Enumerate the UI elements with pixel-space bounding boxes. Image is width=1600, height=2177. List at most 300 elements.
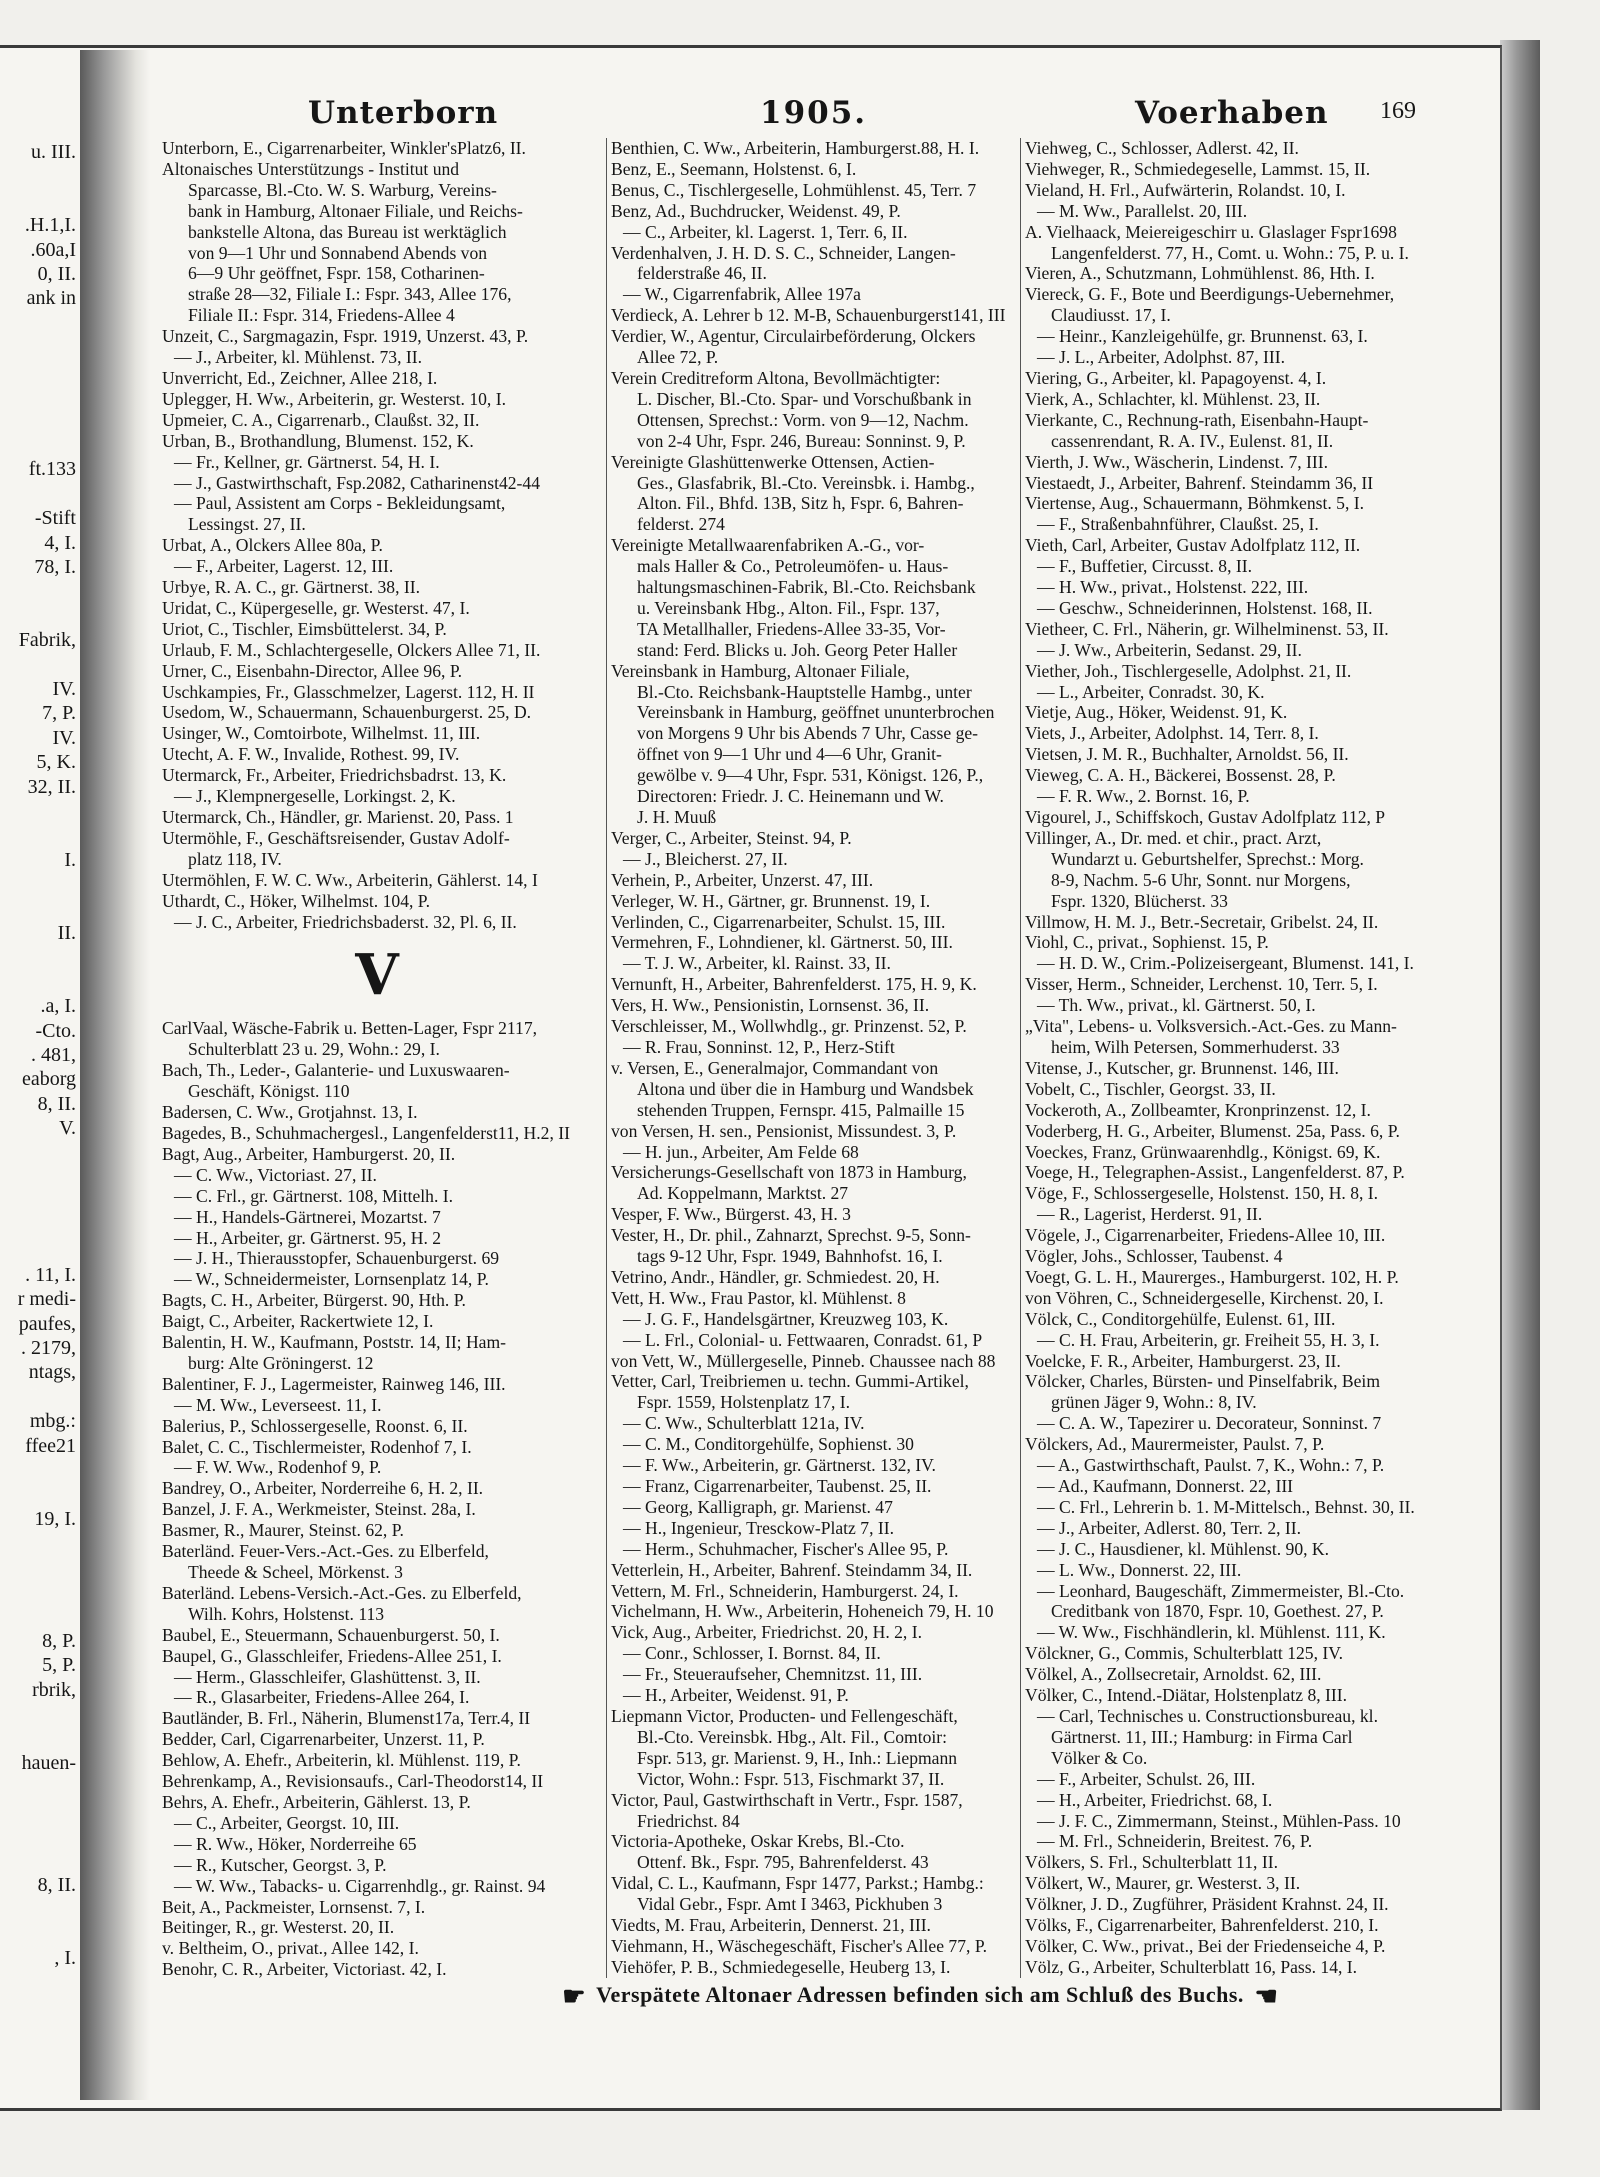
directory-entry-line: — J. Ww., Arbeiterin, Sedanst. 29, II.: [1037, 639, 1302, 660]
directory-entry-line: — R., Glasarbeiter, Friedens-Allee 264, I.: [174, 1687, 470, 1708]
gutter-fragment: rbrik,: [32, 1678, 76, 1701]
directory-entry-line: Völker, C. Ww., privat., Bei der Friedenseiche 4, P.: [1025, 1935, 1386, 1956]
gutter-fragment: 8, II.: [37, 1873, 76, 1896]
directory-entry-line: heim, Wilh Petersen, Sommerhuderst. 33: [1051, 1036, 1340, 1057]
gutter-fragment: [0, 1141, 80, 1165]
directory-entry-line: Viertense, Aug., Schauermann, Böhmkenst. 5, I.: [1025, 493, 1365, 514]
directory-entry-line: Behrenkamp, A., Revisionsaufs., Carl-Theodorst14, II: [162, 1771, 544, 1792]
directory-entry-line: — W. Ww., Tabacks- u. Cigarrenhdlg., gr. Rainst. 94: [174, 1875, 546, 1896]
directory-entry-line: — R., Kutscher, Georgst. 3, P.: [174, 1854, 387, 1875]
pointing-hand-icon: ☛: [1253, 1982, 1278, 2011]
directory-entry-line: Lessingst. 27, II.: [188, 514, 306, 535]
header-last-name: Voerhaben: [1135, 95, 1329, 131]
directory-entry-line: Vettern, M. Frl., Schneiderin, Hamburgerst. 24, I.: [611, 1580, 959, 1601]
directory-entry-line: — H. Ww., privat., Holstenst. 222, III.: [1037, 577, 1309, 598]
gutter-fragment: hauen-: [21, 1751, 76, 1774]
directory-entry-line: — J. L., Arbeiter, Adolphst. 87, III.: [1037, 347, 1286, 368]
gutter-fragment: [0, 311, 80, 335]
directory-entry-line: Viehweger, R., Schmiedegeselle, Lammst. 15, II.: [1025, 158, 1371, 179]
directory-entry-line: Bautländer, B. Frl., Näherin, Blumenst17a, Terr.4, II: [162, 1708, 531, 1729]
directory-entry-line: Upmeier, C. A., Cigarrenarb., Claußst. 32, II.: [162, 409, 480, 430]
directory-entry-line: Vöge, F., Schlossergeselle, Holstenst. 150, H. 8, I.: [1025, 1183, 1379, 1204]
directory-entry-line: Versicherungs-Gesellschaft von 1873 in Hamburg,: [611, 1162, 967, 1183]
gutter-fragment: . 2179,: [21, 1336, 76, 1359]
directory-entry-line: Baupel, G., Glasschleifer, Friedens-Allee 251, I.: [162, 1645, 502, 1666]
directory-entry-line: — J. G. F., Handelsgärtner, Kreuzweg 103, K.: [623, 1308, 949, 1329]
directory-entry-line: Victor, Paul, Gastwirthschaft in Vertr., Fspr. 1587,: [611, 1789, 963, 1810]
gutter-fragment: IV.: [52, 677, 76, 700]
directory-entry-line: von Morgens 9 Uhr bis Abends 7 Uhr, Casse ge-: [637, 723, 979, 744]
gutter-fragment: [0, 1214, 80, 1238]
directory-entry-line: — M. Frl., Schneiderin, Breitest. 76, P.: [1037, 1831, 1313, 1852]
gutter-fragment: 78, I.: [34, 555, 76, 578]
directory-entry-line: — H. jun., Arbeiter, Am Felde 68: [623, 1141, 859, 1162]
directory-entry-line: Filiale II.: Fspr. 314, Friedens-Allee 4: [188, 305, 455, 326]
footer-text: Verspätete Altonaer Adressen befinden sich am Schluß des Buchs.: [596, 1982, 1244, 2008]
directory-entry-line: Vögele, J., Cigarrenarbeiter, Friedens-Allee 10, III.: [1025, 1225, 1386, 1246]
directory-entry-line: — M. Ww., Leverseest. 11, I.: [174, 1394, 382, 1415]
directory-entry-line: Völkert, W., Maurer, gr. Westerst. 3, II.: [1025, 1873, 1301, 1894]
directory-entry-line: Bagts, C. H., Arbeiter, Bürgerst. 90, Hth. P.: [162, 1290, 466, 1311]
directory-entry-line: Bagedes, B., Schuhmachergesl., Langenfelderst11, H.2, II: [162, 1122, 570, 1143]
directory-column-1: [162, 138, 592, 1978]
directory-entry-line: Urbye, R. A. C., gr. Gärtnerst. 38, II.: [162, 577, 421, 598]
directory-entry-line: Völkner, J. D., Zugführer, Präsident Krahnst. 24, II.: [1025, 1894, 1389, 1915]
gutter-fragment: . 11, I.: [25, 1263, 76, 1286]
directory-entry-line: — R., Lagerist, Herderst. 91, II.: [1037, 1204, 1263, 1225]
directory-entry-line: — R. Frau, Sonninst. 12, P., Herz-Stift: [623, 1036, 895, 1057]
directory-entry-line: — C. A. W., Tapezirer u. Decorateur, Sonninst. 7: [1037, 1413, 1382, 1434]
directory-entry-line: Wilh. Kohrs, Holstenst. 113: [188, 1603, 385, 1624]
gutter-fragment: [0, 945, 80, 969]
gutter-fragment: Fabrik,: [18, 629, 76, 652]
directory-entry-line: Utecht, A. F. W., Invalide, Rothest. 99, IV.: [162, 744, 460, 765]
gutter-fragment: ank in: [26, 287, 76, 310]
directory-entry-line: Uschkampies, Fr., Glasschmelzer, Lagerst. 112, H. II: [162, 681, 535, 702]
gutter-fragment: . 481,: [31, 1044, 76, 1067]
directory-entry-line: cassenrendant, R. A. IV., Eulenst. 81, II.: [1051, 430, 1334, 451]
directory-entry-line: von Vett, W., Müllergeselle, Pinneb. Chaussee nach 88: [611, 1350, 996, 1371]
directory-entry-line: Urner, C., Eisenbahn-Director, Allee 96, P.: [162, 660, 463, 681]
directory-entry-line: Sparcasse, Bl.-Cto. W. S. Warburg, Vereins-: [188, 179, 497, 200]
directory-entry-line: Verleger, W. H., Gärtner, gr. Brunnenst. 19, I.: [611, 890, 931, 911]
directory-entry-line: von Vöhren, C., Schneidergeselle, Kirchenst. 20, I.: [1025, 1287, 1384, 1308]
directory-entry-line: Völkers, S. Frl., Schulterblatt 11, II.: [1025, 1852, 1278, 1873]
directory-entry-line: — J., Gastwirthschaft, Fsp.2082, Catharinenst42-44: [174, 472, 541, 493]
directory-entry-line: Balentiner, F. J., Lagermeister, Rainweg 146, III.: [162, 1373, 506, 1394]
directory-entry-line: Verdieck, A. Lehrer b 12. M-B, Schauenburgerst141, III: [611, 305, 1006, 326]
directory-entry-line: Voeckes, Franz, Grünwaarenhdlg., Königst. 69, K.: [1025, 1141, 1381, 1162]
directory-entry-line: Vockeroth, A., Zollbeamter, Kronprinzenst. 12, I.: [1025, 1099, 1371, 1120]
gutter-fragment: 8, II.: [37, 1092, 76, 1115]
directory-entry-line: Ottenf. Bk., Fspr. 795, Bahrenfelderst. 43: [637, 1852, 929, 1873]
directory-entry-line: von 2-4 Uhr, Fspr. 246, Bureau: Sonninst. 9, P.: [637, 430, 966, 451]
gutter-fragment: mbg.:: [29, 1410, 76, 1433]
directory-entry-line: Friedrichst. 84: [637, 1810, 740, 1831]
directory-entry-line: Viets, J., Arbeiter, Adolphst. 14, Terr. 8, I.: [1025, 723, 1319, 744]
gutter-fragment: ft.133: [28, 458, 76, 481]
directory-entry-line: Vichelmann, H. Ww., Arbeiterin, Hoheneich 79, H. 10: [611, 1601, 994, 1622]
directory-entry-line: Benz, Ad., Buchdrucker, Weidenst. 49, P.: [611, 200, 901, 221]
directory-entry-line: Beit, A., Packmeister, Lornsenst. 7, I.: [162, 1896, 426, 1917]
directory-entry-line: Villinger, A., Dr. med. et chir., pract. Arzt,: [1025, 827, 1322, 848]
directory-entry-line: Verhein, P., Arbeiter, Unzerst. 47, III.: [611, 869, 874, 890]
directory-entry-line: Bagt, Aug., Arbeiter, Hamburgerst. 20, II.: [162, 1143, 456, 1164]
directory-entry-line: — C., Arbeiter, kl. Lagerst. 1, Terr. 6, II.: [623, 221, 908, 242]
directory-entry-line: Uthardt, C., Höker, Wilhelmst. 104, P.: [162, 890, 431, 911]
directory-entry-line: — T. J. W., Arbeiter, kl. Rainst. 33, II.: [623, 953, 891, 974]
directory-entry-line: — F., Arbeiter, Schulst. 26, III.: [1037, 1768, 1256, 1789]
directory-entry-line: Viereck, G. F., Bote und Beerdigungs-Uebernehmer,: [1025, 284, 1395, 305]
directory-entry-line: gewölbe v. 9—4 Uhr, Fspr. 531, Königst. 126, P.,: [637, 765, 984, 786]
directory-entry-line: — F. W. Ww., Rodenhof 9, P.: [174, 1457, 382, 1478]
gutter-fragment: [0, 872, 80, 896]
directory-entry-line: Völz, G., Arbeiter, Schulterblatt 16, Pass. 14, I.: [1025, 1956, 1358, 1977]
gutter-fragment: [0, 335, 80, 359]
directory-entry-line: Langenfelderst. 77, H., Comt. u. Wohn.: 75, P. u. I.: [1051, 242, 1409, 263]
directory-column-2: [606, 138, 1019, 1978]
directory-entry-line: — Geschw., Schneiderinnen, Holstenst. 168, II.: [1037, 597, 1373, 618]
directory-entry-line: Vobelt, C., Tischler, Georgst. 33, II.: [1025, 1078, 1276, 1099]
directory-entry-line: Unterborn, E., Cigarrenarbeiter, Winkler'sPlatz6, II.: [162, 138, 526, 158]
directory-entry-line: Altonaisches Unterstützungs - Institut und: [162, 158, 460, 179]
directory-entry-line: Vietheer, C. Frl., Näherin, gr. Wilhelminenst. 53, II.: [1025, 618, 1389, 639]
gutter-fragment: ffee21: [25, 1434, 76, 1457]
directory-entry-line: u. Vereinsbank Hbg., Alton. Fil., Fspr. 137,: [637, 597, 940, 618]
directory-entry-line: 6—9 Uhr geöffnet, Fspr. 158, Cotharinen-: [188, 263, 485, 284]
directory-entry-line: Utermöhle, F., Geschäftsreisender, Gustav Adolf-: [162, 827, 510, 848]
directory-entry-line: Vidal Gebr., Fspr. Amt I 3463, Pickhuben 3: [637, 1894, 943, 1915]
gutter-fragment: [0, 408, 80, 432]
gutter-fragment: 5, K.: [36, 751, 76, 774]
directory-entry-line: — Fr., Steueraufseher, Chemnitzst. 11, III.: [623, 1664, 923, 1685]
directory-entry-line: Vers, H. Ww., Pensionistin, Lornsenst. 36, II.: [611, 995, 930, 1016]
directory-entry-line: Ges., Glasfabrik, Bl.-Cto. Vereinsbk. i. Hambg.,: [637, 472, 975, 493]
directory-entry-line: bank in Hamburg, Altonaer Filiale, und Reichs-: [188, 200, 523, 221]
directory-entry-line: Baubel, E., Steuermann, Schauenburgerst. 50, I.: [162, 1624, 500, 1645]
directory-entry-line: Bl.-Cto. Reichsbank-Hauptstelle Hambg., unter: [637, 681, 972, 702]
directory-entry-line: — Carl, Technisches u. Constructionsbureau, kl.: [1037, 1705, 1378, 1726]
gutter-fragment: [0, 1775, 80, 1799]
directory-entry-line: Altona und über die in Hamburg und Wandsbek: [637, 1078, 974, 1099]
directory-entry-line: Viohl, C., privat., Sophienst. 15, P.: [1025, 932, 1269, 953]
gutter-fragment: u. III.: [31, 141, 76, 163]
directory-entry-line: Bandrey, O., Arbeiter, Norderreihe 6, H. 2, II.: [162, 1478, 484, 1499]
directory-entry-line: Schulterblatt 23 u. 29, Wohn.: 29, I.: [188, 1039, 440, 1060]
directory-entry-line: — Georg, Kalligraph, gr. Marienst. 47: [623, 1496, 893, 1517]
gutter-fragment: .a, I.: [40, 995, 76, 1018]
directory-entry-line: v. Beltheim, O., privat., Allee 142, I.: [162, 1938, 419, 1959]
directory-entry-line: Usinger, W., Comtoirbote, Wilhelmst. 11, III.: [162, 723, 481, 744]
directory-entry-line: L. Discher, Bl.-Cto. Spar- und Vorschußbank in: [637, 388, 972, 409]
gutter-fragment: [0, 1848, 80, 1872]
directory-entry-line: Basmer, R., Maurer, Steinst. 62, P.: [162, 1520, 404, 1541]
directory-entry-line: „Vita", Lebens- u. Volksversich.-Act.-Ges. zu Mann-: [1025, 1016, 1397, 1037]
directory-entry-line: — H., Arbeiter, Weidenst. 91, P.: [623, 1685, 849, 1706]
directory-entry-line: Vick, Aug., Arbeiter, Friedrichst. 20, H. 2, I.: [611, 1622, 922, 1643]
directory-entry-line: — J. C., Arbeiter, Friedrichsbaderst. 32, Pl. 6, II.: [174, 911, 517, 932]
directory-entry-line: Creditbank von 1870, Fspr. 10, Goethest. 27, P.: [1051, 1601, 1384, 1622]
directory-entry-line: Vögler, Johs., Schlosser, Taubenst. 4: [1025, 1246, 1283, 1267]
gutter-fragment: V.: [59, 1117, 76, 1140]
directory-entry-line: Vereinsbank in Hamburg, Altonaer Filiale,: [611, 660, 910, 681]
directory-entry-line: — J. F. C., Zimmermann, Steinst., Mühlen-Pass. 10: [1037, 1810, 1401, 1831]
directory-entry-line: — Leonhard, Baugeschäft, Zimmermeister, Bl.-Cto.: [1037, 1580, 1405, 1601]
directory-entry-line: Theede & Scheel, Mörkenst. 3: [188, 1562, 403, 1582]
gutter-fragment: .60a,I: [30, 238, 76, 261]
directory-entry-line: v. Versen, E., Generalmajor, Commandant von: [611, 1057, 939, 1078]
directory-entry-line: — C., Arbeiter, Georgst. 10, III.: [174, 1812, 400, 1833]
directory-entry-line: Balentin, H. W., Kaufmann, Poststr. 14, II; Ham-: [162, 1332, 507, 1353]
directory-entry-line: — Conr., Schlosser, I. Bornst. 84, II.: [623, 1643, 881, 1664]
gutter-fragment: 19, I.: [34, 1507, 76, 1530]
directory-entry-line: Völkel, A., Zollsecretair, Arnoldst. 62, III.: [1025, 1664, 1322, 1685]
gutter-fragment: , I.: [54, 1947, 76, 1970]
directory-entry-line: Uplegger, H. Ww., Arbeiterin, gr. Westerst. 10, I.: [162, 388, 506, 409]
directory-entry-line: — Franz, Cigarrenarbeiter, Taubenst. 25, II.: [623, 1476, 932, 1496]
directory-entry-line: stehenden Truppen, Fernspr. 415, Palmaille 15: [637, 1099, 965, 1120]
directory-entry-line: Völker, C., Intend.-Diätar, Holstenplatz 8, III.: [1025, 1685, 1348, 1706]
directory-entry-line: — R. Ww., Höker, Norderreihe 65: [174, 1833, 417, 1854]
gutter-fragment: 4, I.: [44, 531, 76, 554]
directory-entry-line: Fspr. 1320, Blücherst. 33: [1051, 890, 1228, 911]
directory-entry-line: Völker & Co.: [1051, 1747, 1148, 1768]
directory-entry-line: Bach, Th., Leder-, Galanterie- und Luxuswaaren-: [162, 1060, 510, 1081]
directory-entry-line: Wundarzt u. Geburtshelfer, Sprechst.: Morg.: [1051, 848, 1364, 869]
directory-entry-line: Bl.-Cto. Vereinsbk. Hbg., Alt. Fil., Comtoir:: [637, 1726, 948, 1747]
gutter-fragment: [0, 1897, 80, 1921]
directory-entry-line: Vieweg, C. A. H., Bäckerei, Bossenst. 28, P.: [1025, 765, 1336, 786]
gutter-fragment: r medi-: [17, 1288, 76, 1311]
directory-entry-line: — W., Schneidermeister, Lornsenplatz 14, P.: [174, 1269, 489, 1290]
directory-entry-line: — H., Arbeiter, Friedrichst. 68, I.: [1037, 1789, 1273, 1810]
directory-entry-line: Völckers, Ad., Maurermeister, Paulst. 7, P.: [1025, 1434, 1325, 1455]
directory-entry-line: Visser, Herm., Schneider, Lerchenst. 10, Terr. 5, I.: [1025, 974, 1378, 995]
directory-entry-line: Fspr. 1559, Holstenplatz 17, I.: [637, 1392, 851, 1413]
directory-entry-line: Vietsen, J. M. R., Buchhalter, Arnoldst. 56, II.: [1025, 744, 1349, 765]
directory-entry-line: Voelcke, F. R., Arbeiter, Hamburgerst. 23, II.: [1025, 1350, 1341, 1371]
directory-entry-line: Urbat, A., Olckers Allee 80a, P.: [162, 535, 383, 556]
gutter-fragment: 5, P.: [42, 1654, 76, 1677]
directory-entry-line: Vitense, J., Kutscher, gr. Brunnenst. 146, III.: [1025, 1057, 1339, 1078]
directory-entry-line: Utermarck, Ch., Händler, gr. Marienst. 20, Pass. 1: [162, 807, 514, 827]
directory-entry-line: Viether, Joh., Tischlergeselle, Adolphst. 21, II.: [1025, 660, 1352, 681]
directory-entry-line: — F. R. Ww., 2. Bornst. 16, P.: [1037, 786, 1250, 807]
directory-entry-line: öffnet von 9—1 Uhr und 4—6 Uhr, Granit-: [637, 744, 942, 765]
directory-entry-line: Claudiusst. 17, I.: [1051, 305, 1171, 326]
directory-entry-line: — J. C., Hausdiener, kl. Mühlenst. 90, K.: [1037, 1538, 1330, 1559]
directory-entry-line: — F., Straßenbahnführer, Claußst. 25, I.: [1037, 514, 1319, 535]
gutter-fragment: [0, 1604, 80, 1628]
gutter-fragment: [0, 360, 80, 384]
directory-entry-line: stand: Ferd. Blicks u. Joh. Georg Peter Haller: [637, 639, 958, 660]
directory-entry-line: Baterländ. Feuer-Vers.-Act.-Ges. zu Elberfeld,: [162, 1541, 489, 1562]
gutter-fragment: [0, 1531, 80, 1555]
page-edge-shadow: [1500, 40, 1540, 2110]
directory-entry-line: Baigt, C., Arbeiter, Rackertwiete 12, I.: [162, 1311, 434, 1332]
directory-entry-line: Fspr. 513, gr. Marienst. 9, H., Inh.: Liepmann: [637, 1747, 958, 1768]
header-year: 1905.: [760, 95, 868, 131]
gutter-fragment: eaborg: [21, 1068, 76, 1091]
footer-note: [470, 1982, 1370, 2012]
directory-entry-line: — J., Klempnergeselle, Lorkingst. 2, K.: [174, 786, 456, 807]
gutter-fragment: [0, 1800, 80, 1824]
directory-entry-line: Vernunft, H., Arbeiter, Bahrenfelderst. 175, H. 9, K.: [611, 974, 977, 995]
directory-entry-line: Balerius, P., Schlossergeselle, Roonst. 6, II.: [162, 1415, 468, 1436]
gutter-fragment: [0, 799, 80, 823]
directory-entry-line: Uridat, C., Küpergeselle, gr. Westerst. 47, I.: [162, 597, 470, 618]
directory-entry-line: — J., Arbeiter, Adlerst. 80, Terr. 2, II.: [1037, 1517, 1302, 1538]
section-letter: V: [355, 942, 399, 1009]
directory-entry-line: — M. Ww., Parallelst. 20, III.: [1037, 200, 1248, 221]
gutter-fragment: [0, 482, 80, 506]
gutter-fragment: [0, 1458, 80, 1482]
directory-entry-line: — Paul, Assistent am Corps - Bekleidungsamt,: [174, 493, 506, 514]
directory-entry-line: Victoria-Apotheke, Oskar Krebs, Bl.-Cto.: [611, 1831, 905, 1852]
gutter-fragment: [0, 433, 80, 457]
directory-entry-line: — W. Ww., Fischhändlerin, kl. Mühlenst. 111, K.: [1037, 1622, 1386, 1643]
directory-entry-line: Unzeit, C., Sargmagazin, Fspr. 1919, Unzerst. 43, P.: [162, 326, 529, 347]
directory-entry-line: Vetter, Carl, Treibriemen u. techn. Gummi-Artikel,: [611, 1371, 969, 1392]
directory-entry-line: — C. Ww., Schulterblatt 121a, IV.: [623, 1413, 865, 1434]
directory-entry-line: Verschleisser, M., Wollwhdlg., gr. Prinzenst. 52, P.: [611, 1016, 967, 1037]
directory-entry-line: Utermöhlen, F. W. C. Ww., Arbeiterin, Gählerst. 14, I: [162, 869, 538, 890]
gutter-fragment: [0, 1165, 80, 1189]
gutter-fragment: [0, 189, 80, 213]
directory-entry-line: — C. Ww., Victoriast. 27, II.: [174, 1164, 377, 1185]
directory-entry-line: Vieland, H. Frl., Aufwärterin, Rolandst. 10, I.: [1025, 179, 1346, 200]
directory-entry-line: Verein Creditreform Altona, Bevollmächtigter:: [611, 367, 941, 388]
directory-entry-line: Vereinigte Metallwaarenfabriken A.-G., vor-: [611, 535, 925, 556]
directory-entry-line: — J., Bleicherst. 27, II.: [623, 848, 788, 869]
directory-entry-line: Allee 72, P.: [637, 347, 719, 368]
gutter-fragment: [0, 1385, 80, 1409]
previous-page-fragments: [0, 140, 80, 1970]
gutter-fragment: [0, 653, 80, 677]
directory-entry-line: Urlaub, F. M., Schlachtergeselle, Olckers Allee 71, II.: [162, 639, 541, 660]
directory-entry-line: — L., Arbeiter, Conradst. 30, K.: [1037, 681, 1265, 702]
gutter-fragment: [0, 1726, 80, 1750]
directory-entry-line: Verdier, W., Agentur, Circulairbeförderung, Olckers: [611, 326, 976, 347]
directory-entry-line: J. H. Muuß: [637, 807, 717, 827]
directory-entry-line: Vieth, Carl, Arbeiter, Gustav Adolfplatz 112, II.: [1025, 535, 1361, 556]
directory-entry-line: — A., Gastwirthschaft, Paulst. 7, K., Wohn.: 7, P.: [1037, 1455, 1385, 1476]
directory-entry-line: — J. H., Thierausstopfer, Schauenburgerst. 69: [174, 1248, 500, 1269]
gutter-fragment: II.: [57, 922, 76, 944]
directory-entry-line: — Herm., Glasschleifer, Glashüttenst. 3, II.: [174, 1666, 481, 1687]
gutter-fragment: IV.: [52, 726, 76, 749]
directory-entry-line: — Herm., Schuhmacher, Fischer's Allee 95, P.: [623, 1538, 949, 1559]
directory-entry-line: Unverricht, Ed., Zeichner, Allee 218, I.: [162, 367, 438, 388]
directory-entry-line: tags 9-12 Uhr, Fspr. 1949, Bahnhofst. 16, I.: [637, 1246, 943, 1267]
directory-entry-line: grünen Jäger 9, Wohn.: 8, IV.: [1051, 1392, 1257, 1413]
pointing-hand-icon: ☛: [562, 1982, 587, 2011]
directory-entry-line: von 9—1 Uhr und Sonnabend Abends von: [188, 242, 488, 263]
gutter-fragment: [0, 1824, 80, 1848]
directory-entry-line: Vierkante, C., Rechnung-rath, Eisenbahn-Haupt-: [1025, 409, 1369, 430]
directory-entry-line: Voegt, G. L. H., Maurerges., Hamburgerst. 102, H. P.: [1025, 1266, 1399, 1287]
directory-entry-line: Vieren, A., Schutzmann, Lohmühlenst. 86, Hth. I.: [1025, 263, 1375, 284]
gutter-fragment: [0, 384, 80, 408]
directory-entry-line: Viehweg, C., Schlosser, Adlerst. 42, II.: [1025, 138, 1299, 158]
directory-entry-line: Vesper, F. Ww., Bürgerst. 43, H. 3: [611, 1204, 851, 1225]
directory-entry-line: Behlow, A. Ehefr., Arbeiterin, kl. Mühlenst. 119, P.: [162, 1750, 521, 1771]
directory-entry-line: Beitinger, R., gr. Westerst. 20, II.: [162, 1917, 395, 1938]
gutter-fragment: [0, 1556, 80, 1580]
directory-entry-line: Ad. Koppelmann, Marktst. 27: [637, 1183, 849, 1204]
directory-entry-line: Vester, H., Dr. phil., Zahnarzt, Sprechst. 9-5, Sonn-: [611, 1225, 971, 1246]
gutter-fragment: [0, 897, 80, 921]
directory-entry-line: — C. Frl., Lehrerin b. 1. M-Mittelsch., Behnst. 30, II.: [1037, 1496, 1415, 1517]
directory-entry-line: Vigourel, J., Schiffskoch, Gustav Adolfplatz 112, P: [1025, 807, 1386, 827]
directory-entry-line: — L. Frl., Colonial- u. Fettwaaren, Conradst. 61, P: [623, 1329, 983, 1350]
directory-entry-line: Völckner, G., Commis, Schulterblatt 125, IV.: [1025, 1643, 1344, 1664]
gutter-fragment: 8, P.: [42, 1629, 76, 1652]
directory-entry-line: Benus, C., Tischlergeselle, Lohmühlenst. 45, Terr. 7: [611, 179, 977, 200]
directory-entry-line: — H., Ingenieur, Tresckow-Platz 7, II.: [623, 1517, 894, 1538]
directory-entry-line: Villmow, H. M. J., Betr.-Secretair, Gribelst. 24, II.: [1025, 911, 1379, 932]
directory-entry-line: Usedom, W., Schauermann, Schauenburgerst. 25, D.: [162, 702, 532, 723]
directory-entry-line: Utermarck, Fr., Arbeiter, Friedrichsbadrst. 13, K.: [162, 765, 507, 786]
directory-entry-line: Viedts, M. Frau, Arbeiterin, Dennerst. 21, III.: [611, 1915, 931, 1936]
directory-entry-line: Banzel, J. F. A., Werkmeister, Steinst. 28a, I.: [162, 1499, 476, 1520]
gutter-fragment: ntags,: [28, 1361, 76, 1384]
directory-entry-line: — F., Buffetier, Circusst. 8, II.: [1037, 556, 1253, 577]
directory-entry-line: Benthien, C. Ww., Arbeiterin, Hamburgerst.88, H. I.: [611, 138, 980, 158]
directory-entry-line: Viestaedt, J., Arbeiter, Bahrenf. Steindamm 36, II: [1025, 472, 1374, 493]
gutter-fragment: [0, 1238, 80, 1262]
directory-entry-line: Vierk, A., Schlachter, kl. Mühlenst. 23, II.: [1025, 388, 1321, 409]
directory-entry-line: Vetrino, Andr., Händler, gr. Schmiedest. 20, H.: [611, 1266, 940, 1287]
directory-entry-line: Verger, C., Arbeiter, Steinst. 94, P.: [611, 827, 852, 848]
directory-entry-line: Vermehren, F., Lohndiener, kl. Gärtnerst. 50, III.: [611, 932, 953, 953]
directory-entry-line: Voderberg, H. G., Arbeiter, Blumenst. 25a, Pass. 6, P.: [1025, 1120, 1400, 1141]
directory-entry-line: — C. M., Conditorgehülfe, Sophienst. 30: [623, 1434, 914, 1455]
directory-entry-line: Vetterlein, H., Arbeiter, Bahrenf. Steindamm 34, II.: [611, 1559, 973, 1580]
directory-entry-line: — F., Arbeiter, Lagerst. 12, III.: [174, 556, 394, 577]
directory-entry-line: von Versen, H. sen., Pensionist, Missundest. 3, P.: [611, 1120, 957, 1141]
gutter-fragment: [0, 1580, 80, 1604]
gutter-fragment: [0, 579, 80, 603]
gutter-fragment: 32, II.: [27, 775, 76, 798]
directory-entry-line: A. Vielhaack, Meiereigeschirr u. Glaslager Fspr1698: [1025, 221, 1397, 242]
directory-entry-line: Badersen, C. Ww., Grotjahnst. 13, I.: [162, 1102, 418, 1123]
directory-entry-line: Vereinsbank in Hamburg, geöffnet ununterbrochen: [637, 702, 995, 723]
directory-entry-line: Bedder, Carl, Cigarrenarbeiter, Unzerst. 11, P.: [162, 1729, 485, 1750]
directory-entry-line: straße 28—32, Filiale I.: Fspr. 343, Allee 176,: [188, 284, 512, 305]
gutter-fragment: [0, 164, 80, 188]
book-gutter: [80, 50, 150, 2100]
directory-entry-line: felderstraße 46, II.: [637, 263, 767, 284]
directory-entry-line: Behrs, A. Ehefr., Arbeiterin, Gählerst. 13, P.: [162, 1791, 471, 1812]
directory-entry-line: TA Metallhaller, Friedens-Allee 33-35, Vor-: [637, 618, 946, 639]
directory-entry-line: felderst. 274: [637, 514, 725, 535]
gutter-fragment: 7, P.: [42, 702, 76, 725]
directory-entry-line: Baterländ. Lebens-Versich.-Act.-Ges. zu Elberfeld,: [162, 1582, 522, 1603]
directory-entry-line: Verdenhalven, J. H. D. S. C., Schneider, Langen-: [611, 242, 956, 263]
gutter-fragment: [0, 1922, 80, 1946]
gutter-fragment: [0, 1189, 80, 1213]
gutter-fragment: [0, 970, 80, 994]
directory-entry-line: Benohr, C. R., Arbeiter, Victoriast. 42, I.: [162, 1959, 447, 1978]
gutter-fragment: [0, 1482, 80, 1506]
directory-entry-line: platz 118, IV.: [188, 848, 282, 869]
gutter-fragment: paufes,: [18, 1312, 76, 1335]
directory-entry-line: Viehöfer, P. B., Schmiedegeselle, Heuberg 13, I.: [611, 1956, 951, 1977]
directory-entry-line: Gärtnerst. 11, III.; Hamburg: in Firma Carl: [1051, 1726, 1353, 1747]
directory-entry-line: Völks, F., Cigarrenarbeiter, Bahrenfelderst. 210, I.: [1025, 1915, 1379, 1936]
gutter-fragment: .H.1,I.: [24, 214, 76, 237]
